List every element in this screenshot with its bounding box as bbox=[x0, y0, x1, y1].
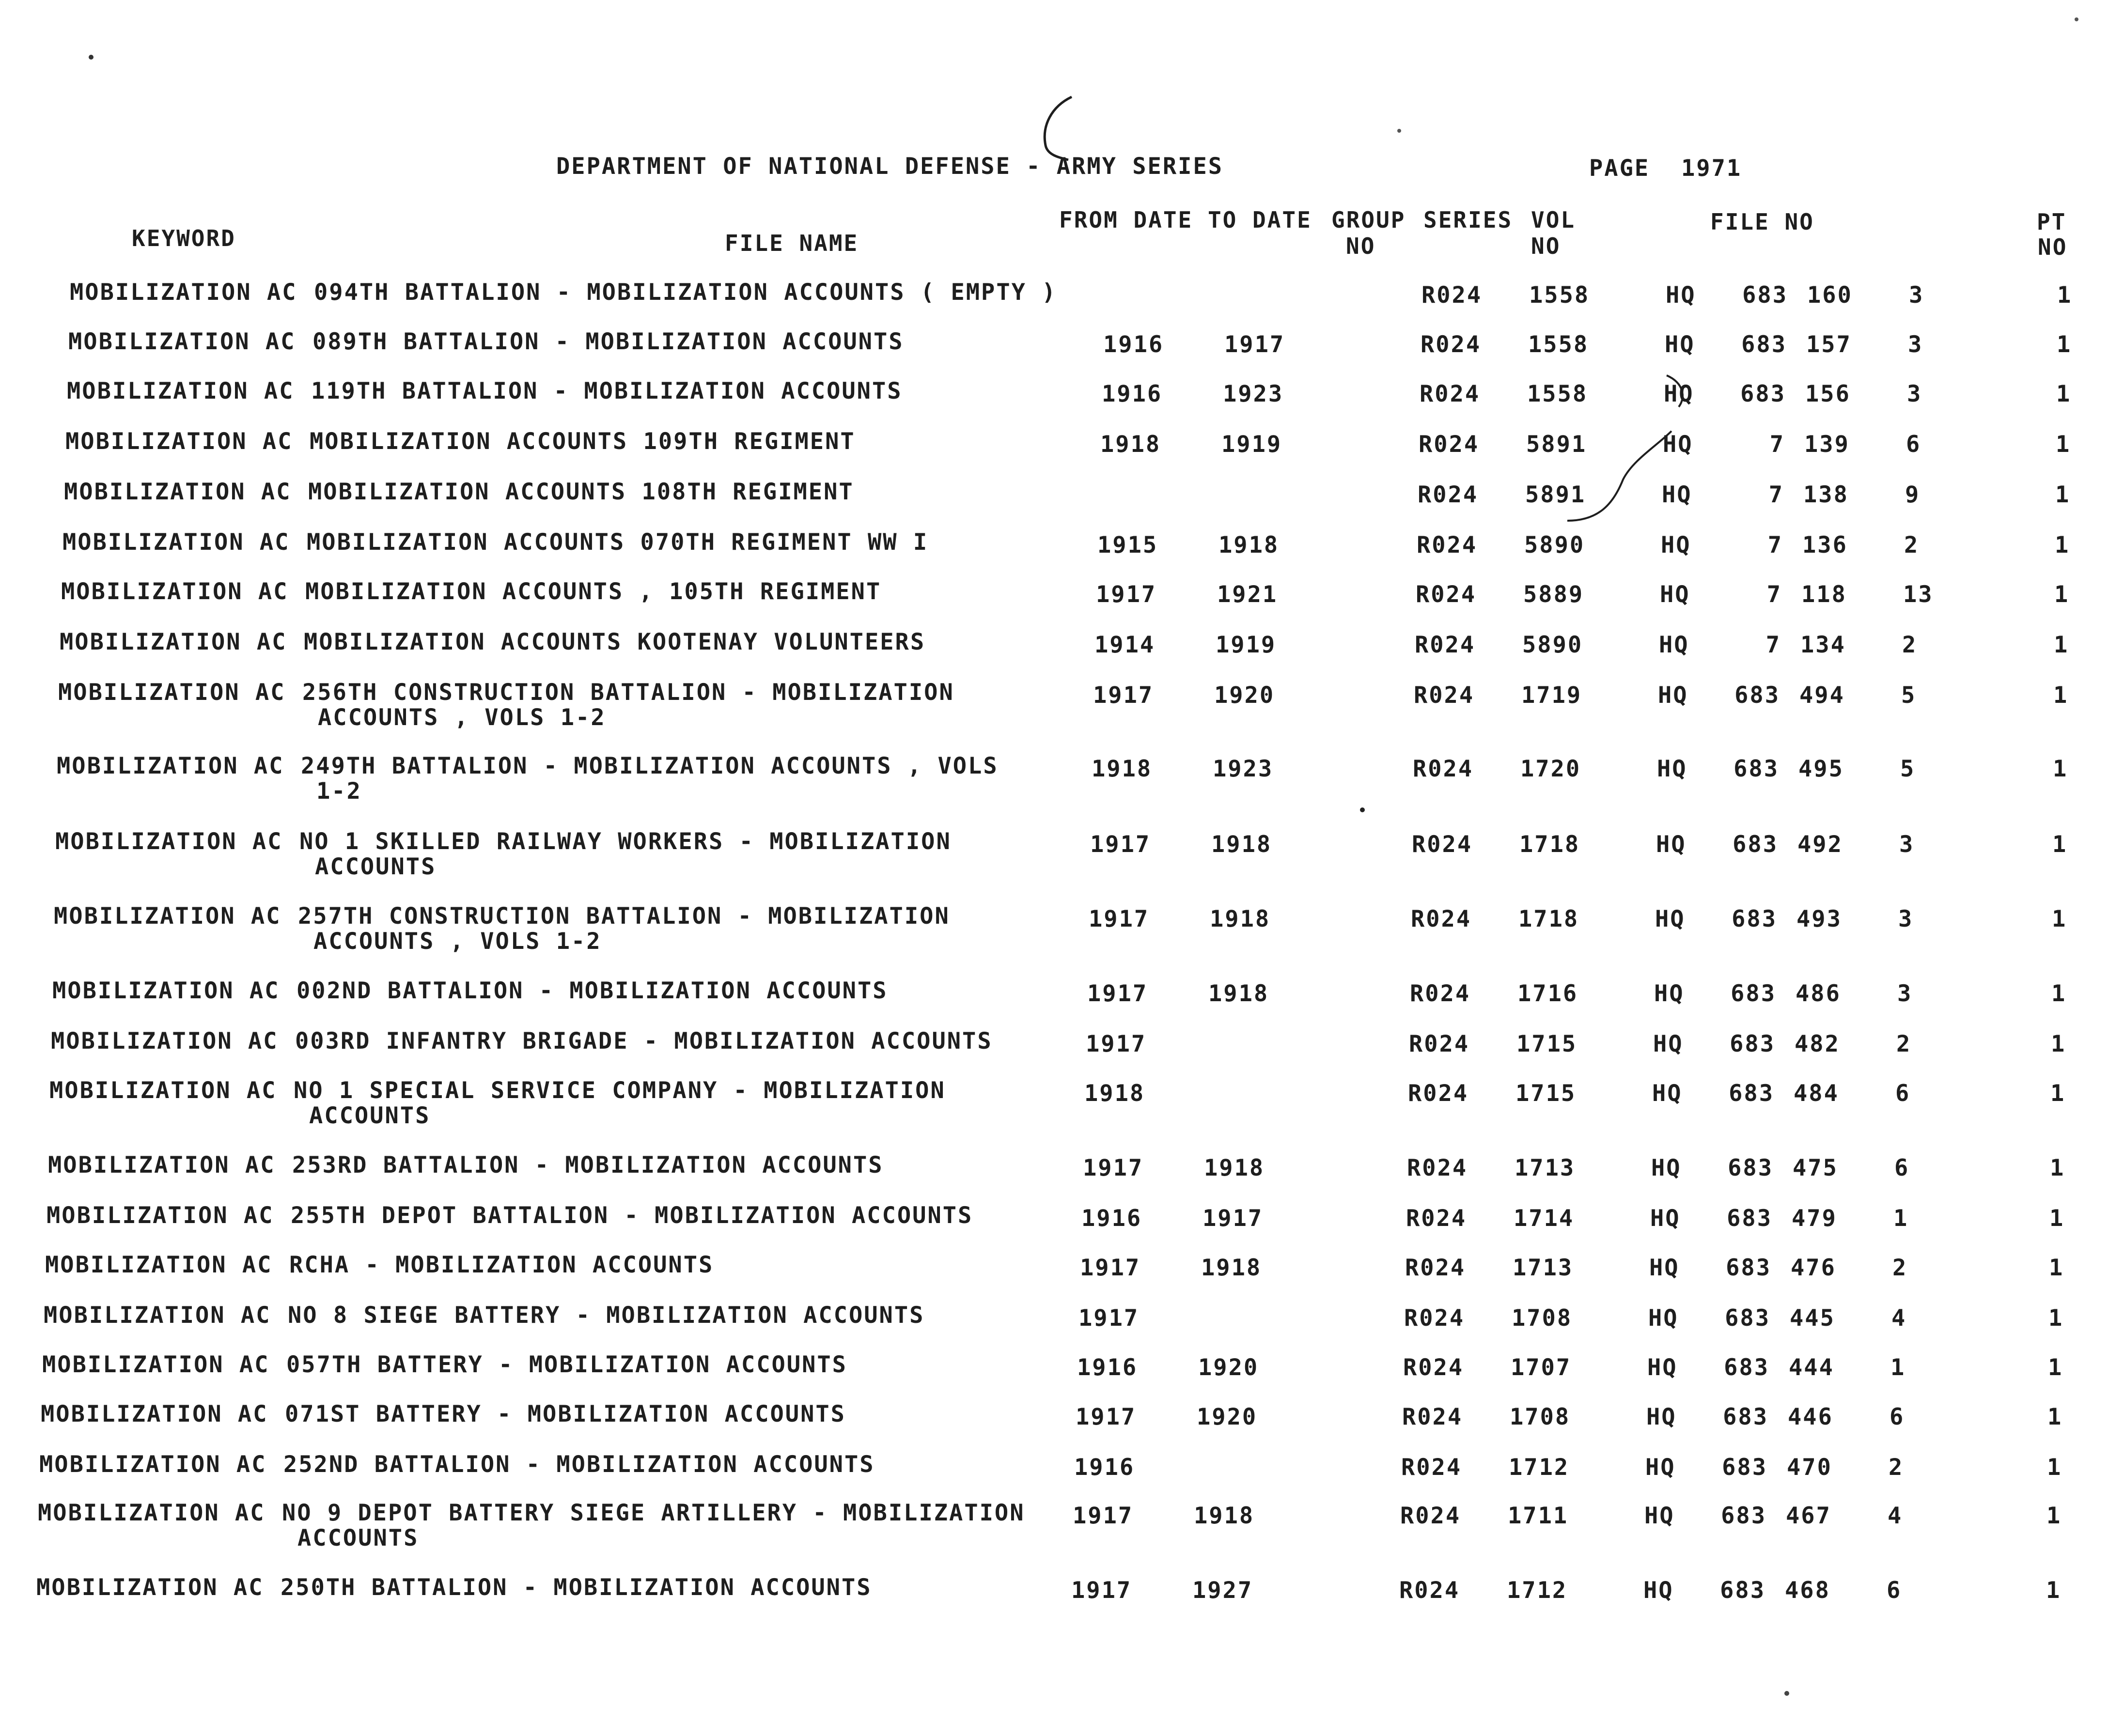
cell-file-no-2: 484 bbox=[1794, 1080, 1839, 1107]
cell-pt-no: 1 bbox=[2050, 1155, 2065, 1181]
cell-vol: 1715 bbox=[1515, 1080, 1577, 1107]
cell-from-date: 1917 bbox=[1078, 1305, 1140, 1332]
cell-hq: HQ bbox=[1661, 532, 1691, 558]
cell-file-no-1: 683 bbox=[1725, 1305, 1770, 1332]
cell-file-no-3: 1 bbox=[1890, 1354, 1906, 1381]
cell-to-date: 1917 bbox=[1224, 331, 1285, 358]
cell-file-name: MOBILIZATION ACCOUNTS KOOTENAY VOLUNTEERS bbox=[304, 629, 926, 655]
cell-keyword: MOBILIZATION AC bbox=[68, 328, 296, 355]
cell-series: R024 bbox=[1415, 632, 1476, 658]
cell-file-name: 250TH BATTALION - MOBILIZATION ACCOUNTS bbox=[281, 1574, 872, 1601]
cell-to-date: 1923 bbox=[1213, 756, 1274, 782]
cell-from-date: 1917 bbox=[1073, 1503, 1134, 1529]
cell-keyword: MOBILIZATION AC bbox=[58, 679, 286, 706]
cell-keyword: MOBILIZATION AC bbox=[39, 1451, 267, 1478]
cell-from-date: 1917 bbox=[1086, 1031, 1147, 1057]
cell-to-date: 1920 bbox=[1214, 682, 1275, 709]
cell-file-name: 253RD BATTALION - MOBILIZATION ACCOUNTS bbox=[292, 1152, 884, 1178]
speck bbox=[1397, 129, 1401, 133]
cell-keyword: MOBILIZATION AC bbox=[57, 753, 284, 779]
cell-pt-no: 1 bbox=[2049, 1255, 2064, 1281]
cell-file-no-3: 5 bbox=[1900, 756, 1916, 782]
cell-file-no-3: 5 bbox=[1901, 682, 1917, 709]
cell-from-date: 1916 bbox=[1077, 1354, 1138, 1381]
cell-file-no-2: 138 bbox=[1803, 481, 1849, 508]
cell-pt-no: 1 bbox=[2050, 1080, 2066, 1107]
cell-series: R024 bbox=[1401, 1454, 1462, 1481]
cell-file-no-3: 2 bbox=[1889, 1454, 1904, 1481]
cell-hq: HQ bbox=[1646, 1404, 1677, 1430]
cell-vol: 1716 bbox=[1517, 980, 1578, 1007]
column-header-file-name: FILE NAME bbox=[725, 230, 859, 256]
cell-vol: 5890 bbox=[1522, 632, 1583, 658]
cell-pt-no: 1 bbox=[2057, 282, 2073, 309]
cell-to-date: 1921 bbox=[1217, 581, 1278, 608]
cell-series: R024 bbox=[1418, 481, 1479, 508]
cell-file-no-2: 467 bbox=[1786, 1503, 1831, 1529]
cell-vol: 1707 bbox=[1511, 1354, 1572, 1381]
cell-file-name: 089TH BATTALION - MOBILIZATION ACCOUNTS bbox=[312, 328, 904, 355]
cell-to-date: 1919 bbox=[1216, 632, 1277, 658]
cell-series: R024 bbox=[1421, 331, 1482, 358]
cell-file-no-1: 683 bbox=[1721, 1503, 1766, 1529]
cell-pt-no: 1 bbox=[2049, 1205, 2065, 1232]
cell-file-no-3: 3 bbox=[1907, 381, 1922, 407]
cell-file-no-3: 3 bbox=[1908, 331, 1923, 358]
cell-keyword: MOBILIZATION AC bbox=[65, 428, 293, 455]
cell-file-no-2: 444 bbox=[1789, 1354, 1834, 1381]
cell-file-no-3: 2 bbox=[1892, 1255, 1908, 1281]
cell-file-name: MOBILIZATION ACCOUNTS 109TH REGIMENT bbox=[310, 428, 856, 455]
cell-file-no-1: 683 bbox=[1741, 331, 1787, 358]
cell-hq: HQ bbox=[1662, 481, 1692, 508]
cell-file-no-2: 139 bbox=[1804, 431, 1850, 458]
cell-hq: HQ bbox=[1663, 431, 1693, 458]
cell-vol: 1708 bbox=[1510, 1404, 1571, 1430]
cell-file-no-2: 475 bbox=[1793, 1155, 1838, 1181]
cell-vol: 5891 bbox=[1526, 431, 1587, 458]
cell-from-date: 1917 bbox=[1093, 682, 1154, 709]
cell-to-date: 1918 bbox=[1201, 1255, 1262, 1281]
cell-file-no-1: 7 bbox=[1767, 532, 1783, 558]
cell-file-name: 003RD INFANTRY BRIGADE - MOBILIZATION ACCOUNTS bbox=[295, 1028, 993, 1054]
cell-keyword: MOBILIZATION AC bbox=[67, 378, 295, 404]
cell-file-no-1: 683 bbox=[1723, 1404, 1768, 1430]
cell-hq: HQ bbox=[1650, 1205, 1681, 1232]
cell-file-name-continued: ACCOUNTS bbox=[309, 1102, 431, 1129]
cell-file-no-1: 683 bbox=[1728, 1155, 1773, 1181]
cell-pt-no: 1 bbox=[2057, 331, 2072, 358]
cell-pt-no: 1 bbox=[2048, 1354, 2063, 1381]
cell-vol: 1558 bbox=[1528, 331, 1589, 358]
page-title: DEPARTMENT OF NATIONAL DEFENSE - ARMY SERIES bbox=[556, 153, 1224, 180]
cell-file-no-2: 134 bbox=[1800, 632, 1846, 658]
cell-hq: HQ bbox=[1655, 906, 1686, 932]
cell-file-name: 249TH BATTALION - MOBILIZATION ACCOUNTS , VOLS bbox=[301, 753, 999, 779]
cell-keyword: MOBILIZATION AC bbox=[62, 529, 290, 556]
cell-file-no-1: 683 bbox=[1722, 1454, 1767, 1481]
cell-file-no-2: 446 bbox=[1788, 1404, 1833, 1430]
cell-file-no-3: 2 bbox=[1904, 532, 1920, 558]
cell-vol: 1718 bbox=[1519, 831, 1580, 858]
cell-file-no-3: 4 bbox=[1888, 1503, 1903, 1529]
cell-hq: HQ bbox=[1665, 331, 1695, 358]
cell-hq: HQ bbox=[1653, 1031, 1684, 1057]
cell-to-date: 1918 bbox=[1210, 906, 1271, 932]
cell-file-name-continued: ACCOUNTS , VOLS 1-2 bbox=[313, 928, 602, 955]
cell-file-name: 256TH CONSTRUCTION BATTALION - MOBILIZATION bbox=[302, 679, 954, 706]
cell-pt-no: 1 bbox=[2053, 756, 2068, 782]
cell-pt-no: 1 bbox=[2053, 682, 2069, 709]
cell-file-no-1: 683 bbox=[1731, 980, 1776, 1007]
cell-file-name: NO 1 SPECIAL SERVICE COMPANY - MOBILIZATION bbox=[294, 1077, 946, 1104]
cell-file-no-1: 683 bbox=[1742, 282, 1788, 309]
cell-file-no-1: 683 bbox=[1732, 906, 1777, 932]
cell-file-no-3: 6 bbox=[1895, 1080, 1911, 1107]
cell-pt-no: 1 bbox=[2054, 581, 2070, 608]
cell-hq: HQ bbox=[1666, 282, 1696, 309]
cell-to-date: 1920 bbox=[1197, 1404, 1258, 1430]
cell-keyword: MOBILIZATION AC bbox=[55, 828, 283, 855]
column-header-dates: FROM DATE TO DATE bbox=[1059, 207, 1312, 233]
speck bbox=[1784, 1691, 1789, 1696]
cell-hq: HQ bbox=[1643, 1577, 1674, 1604]
cell-hq: HQ bbox=[1654, 980, 1685, 1007]
cell-file-no-1: 683 bbox=[1734, 682, 1780, 709]
cell-series: R024 bbox=[1419, 431, 1480, 458]
cell-file-name: NO 8 SIEGE BATTERY - MOBILIZATION ACCOUNTS bbox=[288, 1302, 925, 1329]
cell-series: R024 bbox=[1417, 532, 1478, 558]
cell-pt-no: 1 bbox=[2048, 1305, 2064, 1332]
cell-from-date: 1917 bbox=[1080, 1255, 1141, 1281]
cell-hq: HQ bbox=[1652, 1080, 1683, 1107]
cell-file-name: RCHA - MOBILIZATION ACCOUNTS bbox=[289, 1252, 714, 1278]
cell-file-no-3: 4 bbox=[1891, 1305, 1907, 1332]
cell-file-no-3: 6 bbox=[1894, 1155, 1910, 1181]
cell-series: R024 bbox=[1414, 682, 1475, 709]
cell-from-date: 1918 bbox=[1092, 756, 1153, 782]
cell-file-no-2: 476 bbox=[1791, 1255, 1836, 1281]
cell-file-no-1: 7 bbox=[1765, 632, 1781, 658]
cell-from-date: 1916 bbox=[1102, 381, 1163, 407]
cell-to-date: 1920 bbox=[1198, 1354, 1259, 1381]
column-header-pt-no: NO bbox=[2038, 234, 2068, 260]
cell-file-name: 094TH BATTALION - MOBILIZATION ACCOUNTS ( EMPTY ) bbox=[314, 279, 1057, 306]
cell-file-no-2: 160 bbox=[1807, 282, 1853, 309]
cell-pt-no: 1 bbox=[2054, 632, 2069, 658]
cell-hq: HQ bbox=[1645, 1454, 1676, 1481]
cell-file-no-2: 492 bbox=[1797, 831, 1843, 858]
cell-series: R024 bbox=[1403, 1354, 1464, 1381]
cell-hq: HQ bbox=[1648, 1305, 1679, 1332]
cell-vol: 1713 bbox=[1515, 1155, 1576, 1181]
cell-keyword: MOBILIZATION AC bbox=[64, 479, 292, 505]
cell-file-name: MOBILIZATION ACCOUNTS , 105TH REGIMENT bbox=[305, 578, 882, 605]
cell-series: R024 bbox=[1406, 1205, 1467, 1232]
cell-file-no-2: 493 bbox=[1796, 906, 1842, 932]
cell-to-date: 1917 bbox=[1203, 1205, 1264, 1232]
cell-file-no-3: 3 bbox=[1898, 906, 1914, 932]
cell-keyword: MOBILIZATION AC bbox=[45, 1252, 273, 1278]
cell-file-name: NO 1 SKILLED RAILWAY WORKERS - MOBILIZATION bbox=[299, 828, 952, 855]
cell-series: R024 bbox=[1421, 282, 1483, 309]
cell-file-no-1: 7 bbox=[1766, 581, 1782, 608]
cell-hq: HQ bbox=[1664, 381, 1694, 407]
cell-file-name: MOBILIZATION ACCOUNTS 070TH REGIMENT WW I bbox=[307, 529, 929, 556]
cell-file-no-3: 3 bbox=[1897, 980, 1913, 1007]
cell-series: R024 bbox=[1407, 1155, 1468, 1181]
cell-from-date: 1915 bbox=[1097, 532, 1158, 558]
cell-vol: 1558 bbox=[1529, 282, 1590, 309]
cell-vol: 1712 bbox=[1509, 1454, 1570, 1481]
cell-series: R024 bbox=[1413, 756, 1474, 782]
cell-file-no-2: 470 bbox=[1787, 1454, 1832, 1481]
cell-pt-no: 1 bbox=[2047, 1404, 2063, 1430]
cell-from-date: 1918 bbox=[1100, 431, 1161, 458]
column-header-keyword: KEYWORD bbox=[132, 225, 236, 251]
cell-file-no-2: 118 bbox=[1801, 581, 1847, 608]
cell-file-no-3: 2 bbox=[1902, 632, 1918, 658]
cell-file-no-2: 482 bbox=[1795, 1031, 1840, 1057]
cell-file-no-1: 683 bbox=[1740, 381, 1786, 407]
cell-keyword: MOBILIZATION AC bbox=[42, 1351, 270, 1378]
cell-file-name: 119TH BATTALION - MOBILIZATION ACCOUNTS bbox=[311, 378, 903, 404]
cell-series: R024 bbox=[1416, 581, 1477, 608]
cell-hq: HQ bbox=[1656, 831, 1687, 858]
cell-hq: HQ bbox=[1649, 1255, 1680, 1281]
cell-from-date: 1917 bbox=[1090, 831, 1151, 858]
cell-to-date: 1918 bbox=[1194, 1503, 1255, 1529]
cell-file-no-1: 683 bbox=[1730, 1031, 1775, 1057]
cell-file-no-3: 1 bbox=[1893, 1205, 1909, 1232]
column-header-pt: PT bbox=[2037, 209, 2067, 235]
cell-pt-no: 1 bbox=[2052, 906, 2067, 932]
cell-keyword: MOBILIZATION AC bbox=[61, 578, 289, 605]
column-header-group-no: NO bbox=[1346, 233, 1376, 259]
cell-from-date: 1917 bbox=[1083, 1155, 1144, 1181]
cell-hq: HQ bbox=[1658, 682, 1688, 709]
speck bbox=[89, 55, 94, 60]
cell-from-date: 1916 bbox=[1081, 1205, 1142, 1232]
cell-file-no-2: 136 bbox=[1802, 532, 1848, 558]
cell-file-no-2: 156 bbox=[1805, 381, 1851, 407]
cell-to-date: 1919 bbox=[1221, 431, 1282, 458]
cell-pt-no: 1 bbox=[2051, 980, 2067, 1007]
cell-from-date: 1917 bbox=[1076, 1404, 1137, 1430]
cell-file-no-2: 468 bbox=[1785, 1577, 1830, 1604]
cell-file-name: 002ND BATTALION - MOBILIZATION ACCOUNTS bbox=[297, 977, 888, 1004]
cell-vol: 5889 bbox=[1523, 581, 1584, 608]
cell-hq: HQ bbox=[1659, 632, 1689, 658]
cell-file-no-1: 683 bbox=[1720, 1577, 1765, 1604]
cell-keyword: MOBILIZATION AC bbox=[54, 903, 281, 930]
cell-keyword: MOBILIZATION AC bbox=[52, 977, 280, 1004]
cell-vol: 1718 bbox=[1518, 906, 1579, 932]
cell-file-no-3: 3 bbox=[1899, 831, 1915, 858]
cell-vol: 5891 bbox=[1525, 481, 1586, 508]
cell-keyword: MOBILIZATION AC bbox=[41, 1401, 268, 1427]
cell-file-no-2: 445 bbox=[1790, 1305, 1835, 1332]
cell-keyword: MOBILIZATION AC bbox=[70, 279, 297, 306]
cell-file-no-2: 486 bbox=[1796, 980, 1841, 1007]
cell-from-date: 1917 bbox=[1087, 980, 1148, 1007]
cell-file-no-1: 683 bbox=[1724, 1354, 1769, 1381]
page-label: PAGE bbox=[1589, 155, 1650, 182]
pen-stroke-top bbox=[1045, 97, 1072, 160]
cell-series: R024 bbox=[1409, 1031, 1470, 1057]
cell-hq: HQ bbox=[1660, 581, 1690, 608]
cell-to-date: 1918 bbox=[1218, 532, 1280, 558]
cell-file-no-2: 495 bbox=[1798, 756, 1844, 782]
cell-hq: HQ bbox=[1644, 1503, 1675, 1529]
cell-keyword: MOBILIZATION AC bbox=[48, 1152, 276, 1178]
cell-file-name: 071ST BATTERY - MOBILIZATION ACCOUNTS bbox=[285, 1401, 846, 1427]
cell-series: R024 bbox=[1408, 1080, 1469, 1107]
cell-file-name-continued: 1-2 bbox=[316, 778, 362, 805]
column-header-vol: VOL bbox=[1531, 207, 1576, 233]
cell-vol: 1713 bbox=[1513, 1255, 1574, 1281]
cell-pt-no: 1 bbox=[2055, 481, 2071, 508]
cell-vol: 1708 bbox=[1512, 1305, 1573, 1332]
cell-hq: HQ bbox=[1651, 1155, 1682, 1181]
cell-file-name-continued: ACCOUNTS bbox=[315, 853, 437, 880]
cell-vol: 1715 bbox=[1516, 1031, 1577, 1057]
cell-vol: 1714 bbox=[1514, 1205, 1575, 1232]
cell-file-name: 255TH DEPOT BATTALION - MOBILIZATION ACCOUNTS bbox=[291, 1202, 973, 1229]
cell-hq: HQ bbox=[1657, 756, 1687, 782]
cell-keyword: MOBILIZATION AC bbox=[47, 1202, 274, 1229]
cell-keyword: MOBILIZATION AC bbox=[38, 1500, 266, 1526]
cell-series: R024 bbox=[1412, 831, 1473, 858]
cell-file-name: MOBILIZATION ACCOUNTS 108TH REGIMENT bbox=[308, 479, 854, 505]
cell-file-name-continued: ACCOUNTS bbox=[297, 1525, 419, 1551]
cell-vol: 5890 bbox=[1524, 532, 1585, 558]
cell-pt-no: 1 bbox=[2056, 431, 2071, 458]
cell-pt-no: 1 bbox=[2046, 1503, 2062, 1529]
cell-keyword: MOBILIZATION AC bbox=[36, 1574, 264, 1601]
cell-keyword: MOBILIZATION AC bbox=[44, 1302, 271, 1329]
cell-pt-no: 1 bbox=[2052, 831, 2068, 858]
cell-file-no-2: 494 bbox=[1799, 682, 1845, 709]
cell-to-date: 1918 bbox=[1204, 1155, 1265, 1181]
cell-file-no-3: 3 bbox=[1909, 282, 1924, 309]
cell-vol: 1720 bbox=[1520, 756, 1581, 782]
cell-from-date: 1917 bbox=[1071, 1577, 1132, 1604]
cell-file-name: 257TH CONSTRUCTION BATTALION - MOBILIZATION bbox=[298, 903, 950, 930]
cell-from-date: 1916 bbox=[1103, 331, 1164, 358]
column-header-file-no: FILE NO bbox=[1710, 209, 1814, 235]
cell-file-no-3: 6 bbox=[1906, 431, 1921, 458]
cell-vol: 1558 bbox=[1527, 381, 1588, 407]
cell-keyword: MOBILIZATION AC bbox=[51, 1028, 279, 1054]
cell-file-no-3: 6 bbox=[1887, 1577, 1902, 1604]
column-header-series: SERIES bbox=[1423, 207, 1513, 233]
cell-pt-no: 1 bbox=[2046, 1577, 2062, 1604]
speck bbox=[1360, 807, 1365, 812]
cell-hq: HQ bbox=[1647, 1354, 1678, 1381]
speck bbox=[2075, 17, 2078, 21]
page-number: 1971 bbox=[1681, 155, 1742, 182]
cell-series: R024 bbox=[1410, 980, 1471, 1007]
cell-series: R024 bbox=[1411, 906, 1472, 932]
cell-vol: 1711 bbox=[1508, 1503, 1569, 1529]
cell-vol: 1712 bbox=[1507, 1577, 1568, 1604]
cell-file-no-3: 13 bbox=[1903, 581, 1934, 608]
cell-from-date: 1917 bbox=[1089, 906, 1150, 932]
cell-to-date: 1927 bbox=[1192, 1577, 1253, 1604]
cell-keyword: MOBILIZATION AC bbox=[49, 1077, 277, 1104]
cell-file-no-3: 9 bbox=[1905, 481, 1921, 508]
cell-file-no-1: 7 bbox=[1768, 481, 1784, 508]
cell-pt-no: 1 bbox=[2051, 1031, 2066, 1057]
cell-to-date: 1918 bbox=[1211, 831, 1272, 858]
cell-file-no-1: 683 bbox=[1726, 1255, 1771, 1281]
cell-file-name: NO 9 DEPOT BATTERY SIEGE ARTILLERY - MOBILIZATION bbox=[282, 1500, 1025, 1526]
cell-from-date: 1917 bbox=[1096, 581, 1157, 608]
cell-from-date: 1914 bbox=[1094, 632, 1156, 658]
cell-vol: 1719 bbox=[1521, 682, 1582, 709]
cell-from-date: 1916 bbox=[1074, 1454, 1135, 1481]
cell-pt-no: 1 bbox=[2047, 1454, 2062, 1481]
cell-file-name-continued: ACCOUNTS , VOLS 1-2 bbox=[318, 704, 606, 731]
cell-file-no-3: 6 bbox=[1890, 1404, 1905, 1430]
cell-series: R024 bbox=[1405, 1255, 1466, 1281]
cell-pt-no: 1 bbox=[2055, 532, 2070, 558]
cell-to-date: 1923 bbox=[1223, 381, 1284, 407]
cell-keyword: MOBILIZATION AC bbox=[60, 629, 287, 655]
cell-file-no-1: 7 bbox=[1769, 431, 1785, 458]
cell-file-no-1: 683 bbox=[1733, 831, 1778, 858]
cell-series: R024 bbox=[1404, 1305, 1465, 1332]
cell-file-no-1: 683 bbox=[1734, 756, 1779, 782]
cell-series: R024 bbox=[1402, 1404, 1463, 1430]
column-header-vol-no: NO bbox=[1531, 233, 1561, 259]
cell-file-name: 057TH BATTERY - MOBILIZATION ACCOUNTS bbox=[286, 1351, 847, 1378]
cell-file-no-2: 479 bbox=[1792, 1205, 1837, 1232]
cell-series: R024 bbox=[1420, 381, 1481, 407]
cell-from-date: 1918 bbox=[1084, 1080, 1145, 1107]
cell-file-no-3: 2 bbox=[1896, 1031, 1912, 1057]
cell-file-no-2: 157 bbox=[1806, 331, 1852, 358]
cell-series: R024 bbox=[1399, 1577, 1460, 1604]
cell-file-name: 252ND BATTALION - MOBILIZATION ACCOUNTS bbox=[283, 1451, 875, 1478]
cell-file-no-1: 683 bbox=[1729, 1080, 1774, 1107]
cell-to-date: 1918 bbox=[1208, 980, 1269, 1007]
cell-file-no-1: 683 bbox=[1727, 1205, 1772, 1232]
cell-series: R024 bbox=[1400, 1503, 1461, 1529]
cell-pt-no: 1 bbox=[2056, 381, 2072, 407]
column-header-group: GROUP bbox=[1331, 207, 1406, 233]
